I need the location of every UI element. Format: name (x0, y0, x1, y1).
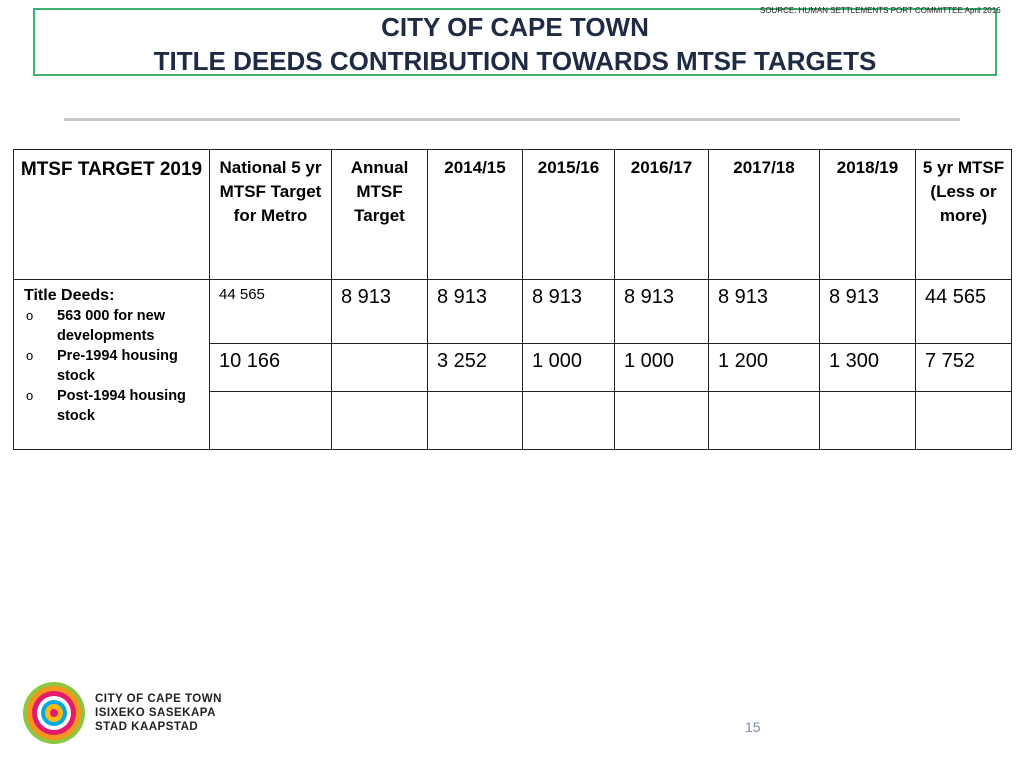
header-cell-2017-18: 2017/18 (709, 150, 820, 280)
table-cell (332, 392, 428, 450)
table-cell (916, 392, 1012, 450)
bullet-icon: o (26, 348, 34, 363)
list-item: o 563 000 for new developments (26, 308, 165, 344)
table-cell: 3 252 (428, 344, 523, 392)
header-cell-2016-17: 2016/17 (615, 150, 709, 280)
header-cell-annual-target: Annual MTSF Target (332, 150, 428, 280)
table-cell: 1 300 (820, 344, 916, 392)
table-cell (615, 392, 709, 450)
table-cell: 8 913 (709, 280, 820, 344)
title-deeds-list (24, 306, 205, 426)
logo-text (95, 692, 222, 734)
page-title-line1: CITY OF CAPE TOWN (381, 12, 649, 42)
logo-line-1: CITY OF CAPE TOWN (95, 693, 222, 705)
table-cell (523, 392, 615, 450)
header-cell-2015-16: 2015/16 (523, 150, 615, 280)
table-cell (332, 344, 428, 392)
table-cell: 8 913 (523, 280, 615, 344)
table-cell: 8 913 (820, 280, 916, 344)
header-cell-mtsf-target: MTSF TARGET 2019 (14, 150, 210, 280)
header-row (14, 150, 1012, 280)
table-cell: 7 752 (916, 344, 1012, 392)
list-item: o Post-1994 housing stock (26, 388, 186, 424)
mtsf-table (13, 149, 1012, 450)
bullet-icon: o (26, 308, 34, 323)
table-cell: 1 000 (523, 344, 615, 392)
table-cell: 8 913 (332, 280, 428, 344)
city-of-cape-town-logo-icon (22, 681, 86, 745)
table-cell: 8 913 (615, 280, 709, 344)
table-cell: 44 565 (916, 280, 1012, 344)
divider (64, 118, 960, 121)
title-deeds-label: Title Deeds: (24, 287, 115, 304)
table-cell: 8 913 (428, 280, 523, 344)
logo-line-3: STAD KAAPSTAD (95, 721, 199, 733)
header-cell-2014-15: 2014/15 (428, 150, 523, 280)
title-box (33, 8, 997, 76)
logo-sunburst (23, 682, 85, 744)
source-note: SOURCE: HUMAN SETTLEMENTS PORT COMMITTEE April 2016 (760, 6, 1001, 15)
table-cell (709, 392, 820, 450)
table-cell: 1 200 (709, 344, 820, 392)
table-cell: 44 565 (210, 280, 332, 344)
list-item: o Pre-1994 housing stock (26, 348, 178, 384)
table-cell: 1 000 (615, 344, 709, 392)
table-row (14, 280, 1012, 344)
logo-line-2: ISIXEKO SASEKAPA (95, 707, 216, 719)
bullet-icon: o (26, 388, 34, 403)
page-title-line2: TITLE DEEDS CONTRIBUTION TOWARDS MTSF TARGETS (153, 46, 877, 76)
table-cell: 10 166 (210, 344, 332, 392)
table-cell (820, 392, 916, 450)
header-cell-2018-19: 2018/19 (820, 150, 916, 280)
table-cell (210, 392, 332, 450)
header-cell-5yr-mtsf: 5 yr MTSF (Less or more) (916, 150, 1012, 280)
header-cell-national-target: National 5 yr MTSF Target for Metro (210, 150, 332, 280)
page-number: 15 (745, 719, 761, 735)
table-cell (428, 392, 523, 450)
title-deeds-description (14, 280, 210, 450)
